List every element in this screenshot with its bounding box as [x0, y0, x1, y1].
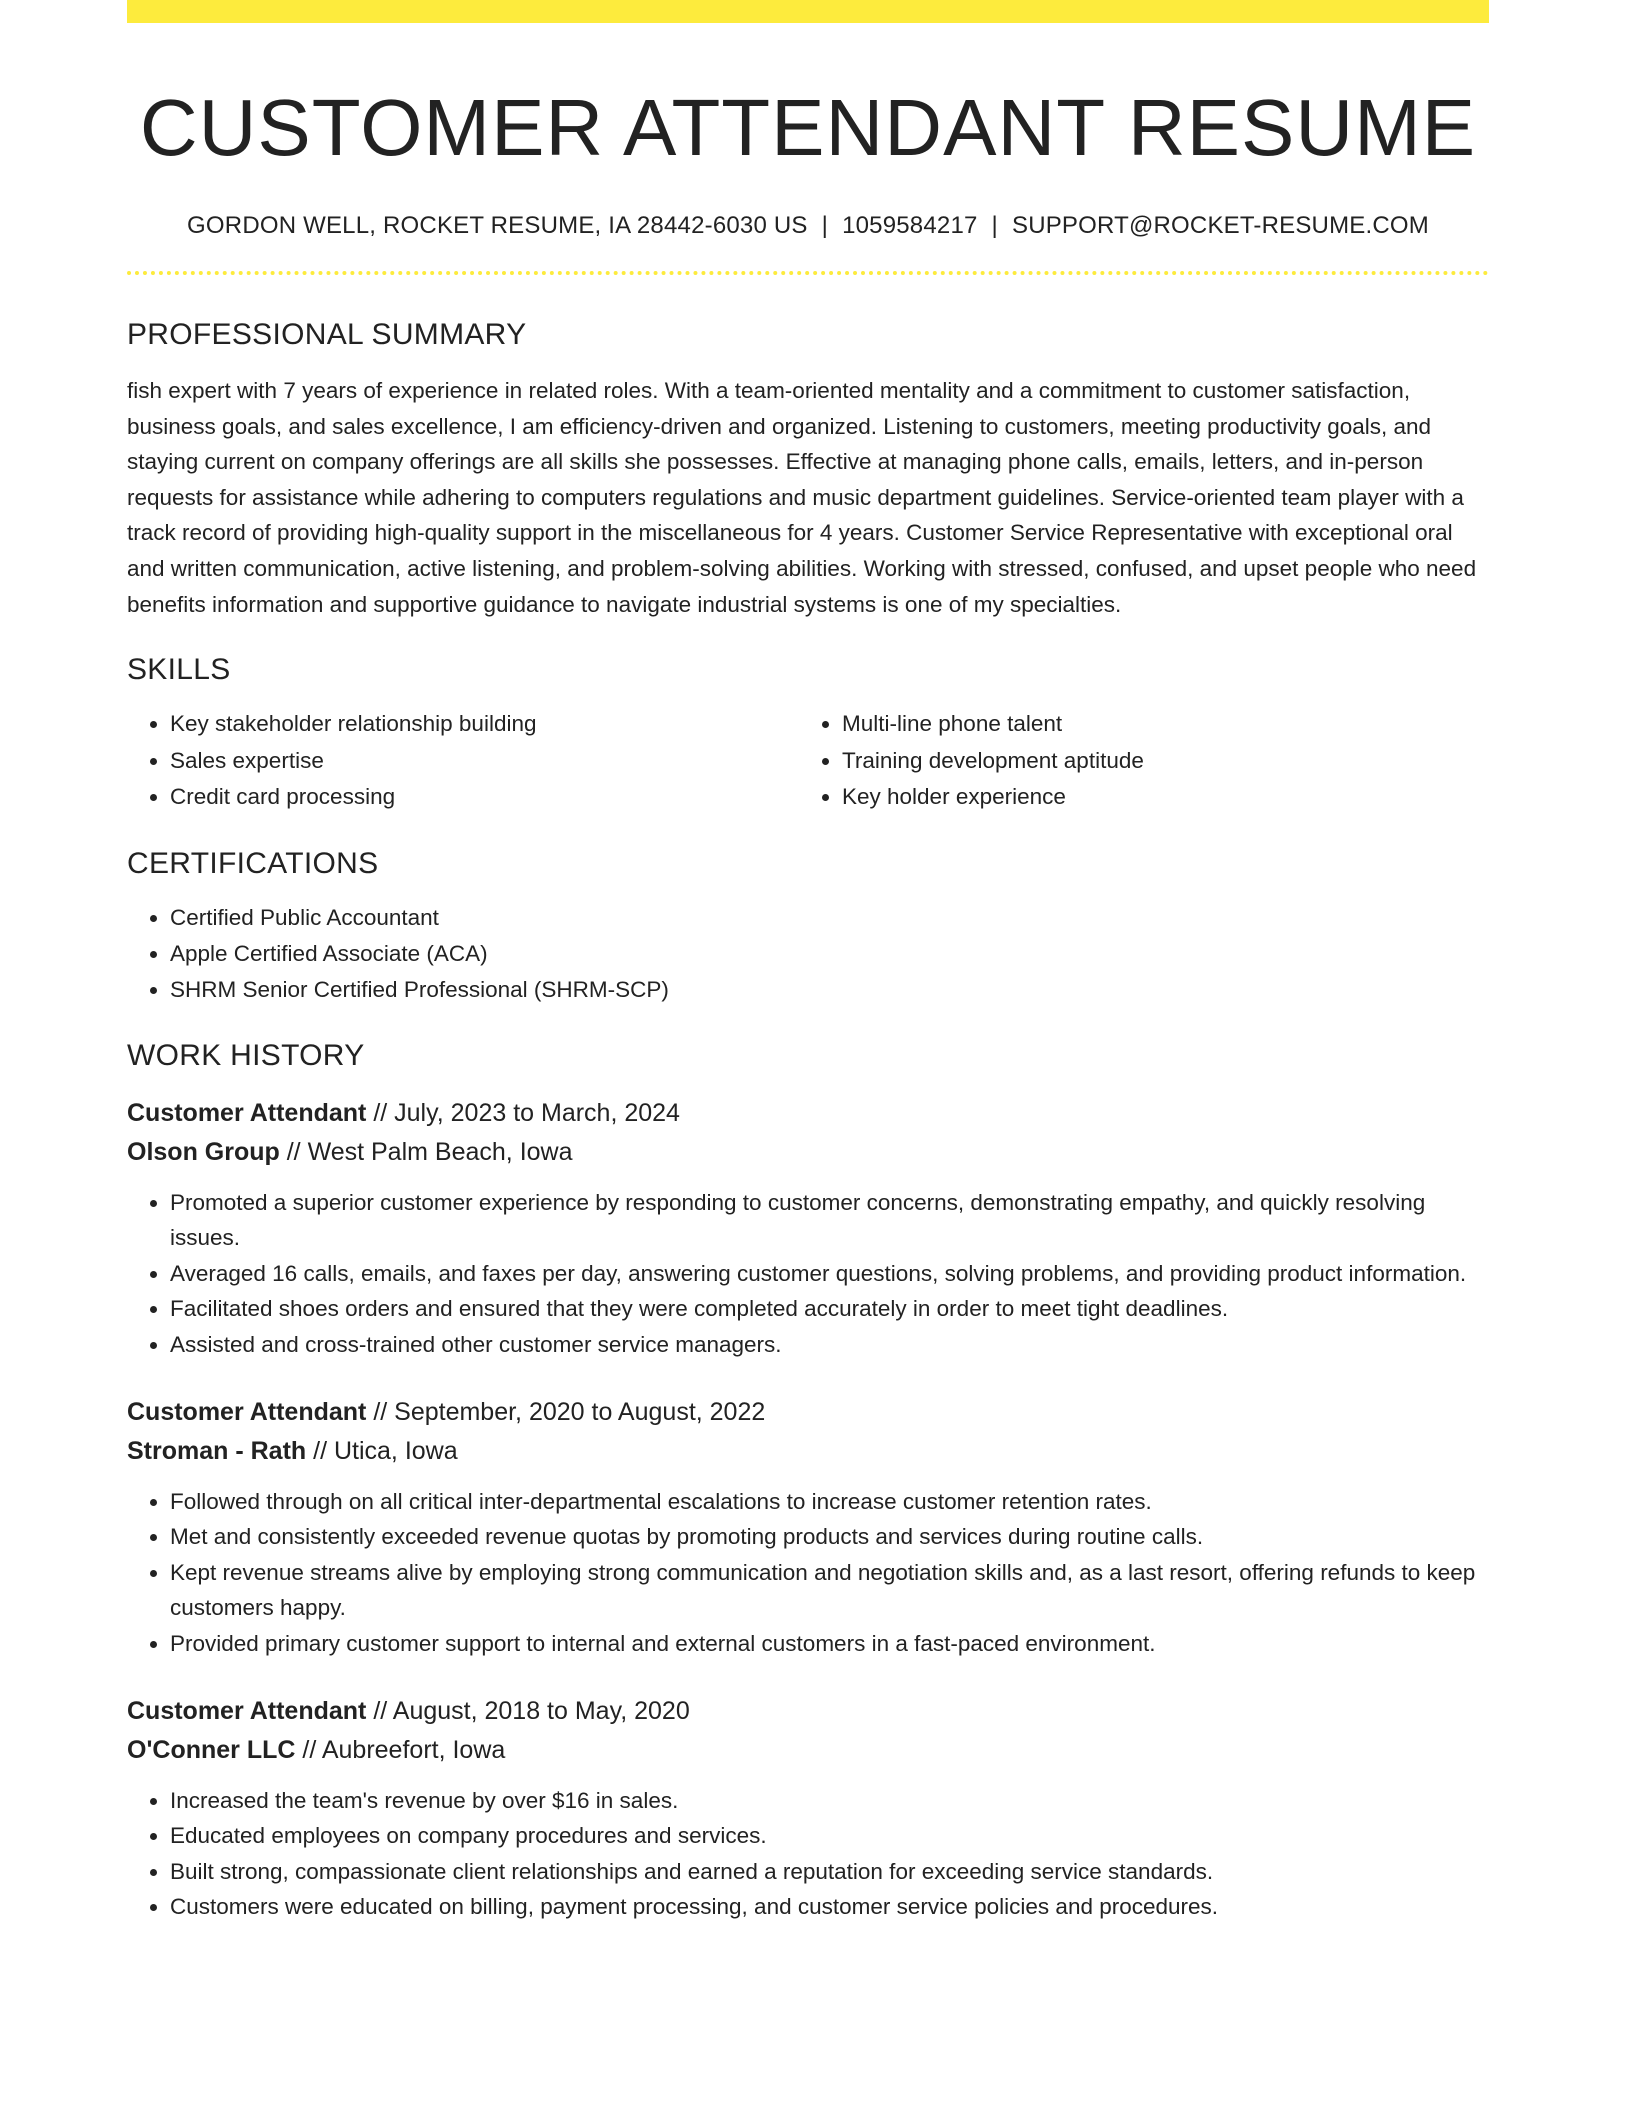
certification-item: • SHRM Senior Certified Professional (SHRM-SCP) — [170, 972, 1489, 1008]
job-bullet: • Averaged 16 calls, emails, and faxes per day, answering customer questions, solving problems, and providing product information. — [170, 1256, 1489, 1292]
job-title-line — [127, 1393, 1489, 1432]
skill-item: • Training development aptitude — [842, 743, 1471, 780]
job-location: // Utica, Iowa — [313, 1436, 458, 1465]
skill-item: • Credit card processing — [170, 779, 799, 816]
job-bullet: • Provided primary customer support to internal and external customers in a fast-paced environment. — [170, 1626, 1489, 1662]
page-title: CUSTOMER ATTENDANT RESUME — [139, 83, 1477, 172]
job-company: O'Conner LLC — [127, 1735, 296, 1764]
resume-content — [127, 23, 1489, 1925]
skills-list-right — [799, 706, 1471, 816]
job-title: Customer Attendant — [127, 1397, 367, 1426]
job-bullet: • Followed through on all critical inter-departmental escalations to increase customer retention rates. — [170, 1484, 1489, 1520]
summary-text: fish expert with 7 years of experience in related roles. With a team-oriented mentality and a commitment to customer satisfaction, business goals, and sales excellence, I am efficiency-driven and organized. Listening to customers, meeting productivity goals, and staying current on company offerings are all skills she possesses. Effective at managing phone calls, emails, letters, and in-person requests for assistance while adhering to computers regulations and music department guidelines. Service-oriented team player with a track record of providing high-quality support in the miscellaneous for 4 years. Customer Service Representative with exceptional oral and written communication, active listening, and problem-solving abilities. Working with stressed, confused, and upset people who need benefits information and supportive guidance to navigate industrial systems is one of my specialties. — [127, 378, 1477, 617]
job-title-line — [127, 1692, 1489, 1731]
skill-item: • Key stakeholder relationship building — [170, 706, 799, 743]
skills-list-left — [127, 706, 799, 816]
job-company-line — [127, 1432, 1489, 1471]
job-company-line — [127, 1731, 1489, 1770]
job-location: // West Palm Beach, Iowa — [286, 1137, 573, 1166]
certifications-heading: CERTIFICATIONS — [127, 846, 379, 880]
job-bullets — [127, 1185, 1489, 1363]
contact-separator: | — [821, 212, 829, 239]
contact-address: GORDON WELL, ROCKET RESUME, IA 28442-6030 US — [187, 212, 808, 239]
job-bullet: • Promoted a superior customer experience by responding to customer concerns, demonstrating empathy, and quickly resolving issues. — [170, 1185, 1489, 1256]
skill-item: • Multi-line phone talent — [842, 706, 1471, 743]
job-bullet: • Built strong, compassionate client relationships and earned a reputation for exceeding service standards. — [170, 1854, 1489, 1890]
job-bullet: • Kept revenue streams alive by employing strong communication and negotiation skills and, as a last resort, offering refunds to keep customers happy. — [170, 1555, 1489, 1626]
certifications-list — [127, 900, 1489, 1008]
job-dates: // September, 2020 to August, 2022 — [373, 1397, 766, 1426]
job-location: // Aubreefort, Iowa — [302, 1735, 506, 1764]
certification-item: • Apple Certified Associate (ACA) — [170, 936, 1489, 972]
job-dates: // August, 2018 to May, 2020 — [373, 1696, 690, 1725]
job-company: Olson Group — [127, 1137, 280, 1166]
contact-email: SUPPORT@ROCKET-RESUME.COM — [1011, 212, 1429, 239]
skill-item: • Sales expertise — [170, 743, 799, 780]
job-bullets — [127, 1783, 1489, 1925]
job-entry — [127, 1692, 1489, 1925]
job-bullet: • Increased the team's revenue by over $16 in sales. — [170, 1783, 1489, 1819]
summary-heading: PROFESSIONAL SUMMARY — [127, 318, 527, 351]
contact-line — [127, 208, 1489, 244]
job-bullet: • Met and consistently exceeded revenue quotas by promoting products and services during routine calls. — [170, 1519, 1489, 1555]
top-accent-bar — [127, 0, 1489, 23]
job-company: Stroman - Rath — [127, 1436, 307, 1465]
skills-heading: SKILLS — [127, 653, 231, 687]
job-entry — [127, 1393, 1489, 1662]
job-bullet: • Educated employees on company procedures and services. — [170, 1818, 1489, 1854]
job-title-line — [127, 1094, 1489, 1133]
contact-separator: | — [991, 212, 998, 239]
job-bullets — [127, 1484, 1489, 1662]
skill-item: • Key holder experience — [842, 779, 1471, 816]
job-bullet: • Facilitated shoes orders and ensured that they were completed accurately in order to meet tight deadlines. — [170, 1291, 1489, 1327]
job-company-line — [127, 1133, 1489, 1172]
job-entry — [127, 1094, 1489, 1363]
work-history-heading: WORK HISTORY — [127, 1038, 365, 1072]
job-bullet: • Assisted and cross-trained other customer service managers. — [170, 1327, 1489, 1363]
job-title: Customer Attendant — [127, 1098, 367, 1127]
dotted-divider — [127, 271, 1489, 275]
job-title: Customer Attendant — [127, 1696, 367, 1725]
job-bullet: • Customers were educated on billing, payment processing, and customer service policies and procedures. — [170, 1889, 1489, 1925]
job-dates: // July, 2023 to March, 2024 — [373, 1098, 680, 1127]
contact-phone: 1059584217 — [842, 212, 978, 239]
certification-item: • Certified Public Accountant — [170, 900, 1489, 936]
skills-columns — [127, 706, 1489, 816]
